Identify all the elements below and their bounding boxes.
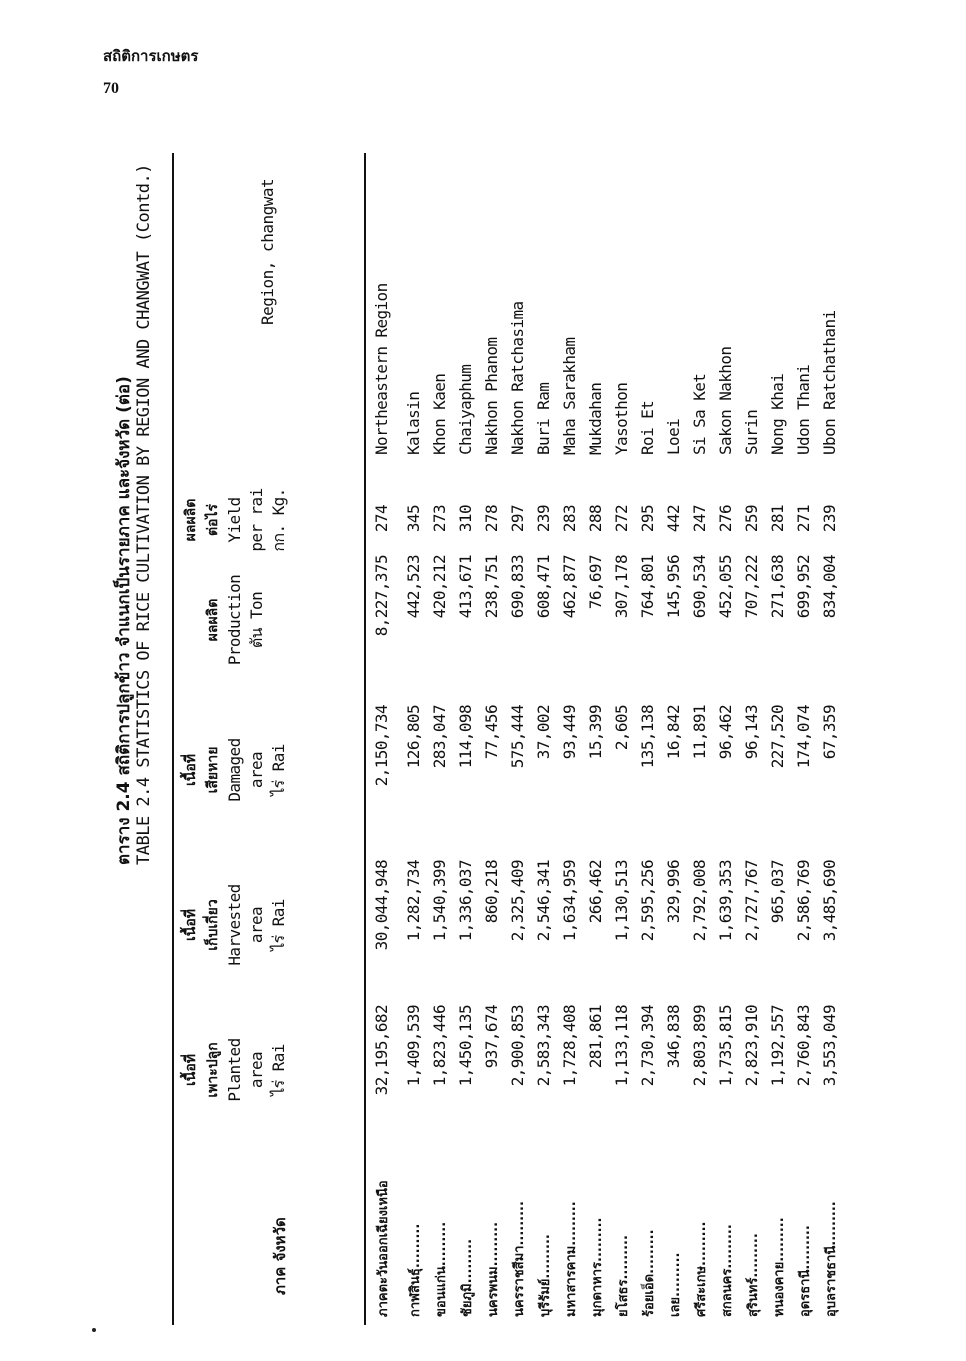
harvested-area-cell: 3,485,690 — [820, 860, 839, 942]
region-thai-cell: สกลนคร......... — [720, 1224, 735, 1317]
region-english-cell: Ubon Ratchathani — [820, 310, 839, 455]
harvested-area-cell: 965,037 — [768, 860, 787, 924]
production-cell: 307,178 — [612, 555, 631, 619]
region-thai-cell: ยโสธร......... — [616, 1235, 631, 1317]
region-thai-cell: อุดรธานี......... — [798, 1225, 813, 1317]
yield-cell: 345 — [404, 505, 423, 533]
harvested-area-cell: 1,282,734 — [404, 860, 423, 942]
header-en2: ตัน Ton — [247, 591, 266, 649]
header-region-english: Region, changwat — [258, 178, 277, 325]
stray-dot — [92, 1328, 96, 1332]
region-english-cell: Chaiyaphum — [456, 364, 475, 455]
region-thai-cell: ขอนแก่น......... — [434, 1221, 449, 1317]
table-row — [794, 85, 816, 1335]
damaged-area-cell: 77,456 — [482, 705, 501, 760]
harvested-area-cell: 1,130,513 — [612, 860, 631, 942]
header-en1: Yield — [225, 497, 244, 543]
yield-cell: 273 — [430, 505, 449, 533]
header-en2: area — [247, 751, 266, 789]
table-row — [664, 85, 686, 1335]
table-row — [586, 85, 608, 1335]
yield-cell: 259 — [742, 505, 761, 533]
yield-cell: 271 — [794, 505, 813, 533]
planted-area-cell: 1,823,446 — [430, 1005, 449, 1087]
table-row — [430, 85, 452, 1335]
region-thai-cell: เลย......... — [668, 1252, 683, 1317]
header-th2: เพาะปลูก — [205, 1042, 221, 1098]
top-rule — [172, 153, 174, 1325]
yield-cell: 442 — [664, 505, 683, 533]
table-row — [534, 85, 556, 1335]
header-en2: area — [247, 906, 266, 944]
header-th1: เนื้อที่ — [183, 754, 199, 786]
damaged-area-cell: 135,138 — [638, 705, 657, 769]
header-th2: ผลผลิต — [205, 598, 221, 642]
header-th1: เนื้อที่ — [183, 1054, 199, 1086]
header-harvested — [180, 860, 290, 990]
harvested-area-cell: 329,996 — [664, 860, 683, 924]
planted-area-cell: 1,133,118 — [612, 1005, 631, 1087]
table-row — [612, 85, 634, 1335]
yield-cell: 295 — [638, 505, 657, 533]
header-en2: area — [247, 1051, 266, 1089]
planted-area-cell: 2,823,910 — [742, 1005, 761, 1087]
table-row — [820, 85, 842, 1335]
damaged-area-cell: 16,842 — [664, 705, 683, 760]
production-cell: 420,212 — [430, 555, 449, 619]
region-english-cell: Yasothon — [612, 382, 631, 455]
production-cell: 690,833 — [508, 555, 527, 619]
header-en1: Production — [225, 574, 244, 666]
production-cell: 834,004 — [820, 555, 839, 619]
damaged-area-cell: 227,520 — [768, 705, 787, 769]
production-cell: 145,956 — [664, 555, 683, 619]
harvested-area-cell: 2,325,409 — [508, 860, 527, 942]
damaged-area-cell: 37,002 — [534, 705, 553, 760]
damaged-area-cell: 67,359 — [820, 705, 839, 760]
production-cell: 8,227,375 — [372, 555, 391, 637]
production-cell: 442,523 — [404, 555, 423, 619]
harvested-area-cell: 1,639,353 — [716, 860, 735, 942]
planted-area-cell: 937,674 — [482, 1005, 501, 1069]
harvested-area-cell: 2,546,341 — [534, 860, 553, 942]
region-thai-cell: ชัยภูมิ......... — [460, 1238, 475, 1317]
harvested-area-cell: 2,727,767 — [742, 860, 761, 942]
header-th2: ต่อไร่ — [205, 503, 221, 537]
rotated-table-page — [110, 85, 870, 1335]
table-row — [456, 85, 478, 1335]
header-planted — [180, 1005, 290, 1135]
header-en1: Harvested — [225, 884, 244, 966]
planted-area-cell: 1,409,539 — [404, 1005, 423, 1087]
production-cell: 76,697 — [586, 555, 605, 610]
region-english-cell: Nakhon Phanom — [482, 337, 501, 455]
table-title-thai: ตาราง 2.4 สถิติการปลูกข้าว จำแนกเป็นรายภาค และจังหวัด (ต่อ) — [114, 376, 134, 865]
planted-area-cell: 3,553,049 — [820, 1005, 839, 1087]
region-thai-cell: ภาคตะวันออกเฉียงเหนือ — [376, 1180, 391, 1317]
planted-area-cell: 1,728,408 — [560, 1005, 579, 1087]
region-english-cell: Maha Sarakham — [560, 337, 579, 455]
header-unit: กก. Kg. — [269, 488, 288, 552]
damaged-area-cell: 2,150,734 — [372, 705, 391, 787]
region-english-cell: Sakon Nakhon — [716, 346, 735, 455]
header-yield — [180, 475, 290, 565]
header-unit: ไร่ Rai — [269, 1044, 288, 1096]
region-english-cell: Surin — [742, 409, 761, 455]
running-head: สถิติการเกษตร — [103, 47, 199, 65]
production-cell: 413,671 — [456, 555, 475, 619]
table-row — [372, 85, 394, 1335]
production-cell: 764,801 — [638, 555, 657, 619]
harvested-area-cell: 2,595,256 — [638, 860, 657, 942]
yield-cell: 283 — [560, 505, 579, 533]
damaged-area-cell: 2,605 — [612, 705, 631, 751]
yield-cell: 274 — [372, 505, 391, 533]
planted-area-cell: 2,900,853 — [508, 1005, 527, 1087]
production-cell: 271,638 — [768, 555, 787, 619]
production-cell: 238,751 — [482, 555, 501, 619]
production-cell: 699,952 — [794, 555, 813, 619]
table-row — [742, 85, 764, 1335]
yield-cell: 272 — [612, 505, 631, 533]
region-english-cell: Si Sa Ket — [690, 373, 709, 455]
planted-area-cell: 2,803,899 — [690, 1005, 709, 1087]
planted-area-cell: 281,861 — [586, 1005, 605, 1069]
region-english-cell: Nakhon Ratchasima — [508, 301, 527, 455]
planted-area-cell: 2,730,394 — [638, 1005, 657, 1087]
region-english-cell: Roi Et — [638, 400, 657, 455]
damaged-area-cell: 126,805 — [404, 705, 423, 769]
damaged-area-cell: 575,444 — [508, 705, 527, 769]
header-th2: เสียหาย — [205, 746, 221, 794]
production-cell: 608,471 — [534, 555, 553, 619]
yield-cell: 281 — [768, 505, 787, 533]
planted-area-cell: 32,195,682 — [372, 1005, 391, 1096]
table-title-english: TABLE 2.4 STATISTICS OF RICE CULTIVATION BY REGION AND CHANGWAT (Contd.) — [134, 164, 154, 865]
region-thai-cell: อุบลราชธานี......... — [824, 1201, 839, 1317]
table-row — [716, 85, 738, 1335]
header-rule — [364, 153, 366, 1325]
harvested-area-cell: 2,586,769 — [794, 860, 813, 942]
harvested-area-cell: 30,044,948 — [372, 860, 391, 951]
harvested-area-cell: 266,462 — [586, 860, 605, 924]
table-row — [638, 85, 660, 1335]
header-region-thai: ภาค จังหวัด — [271, 1217, 289, 1295]
region-english-cell: Northeastern Region — [372, 283, 391, 455]
page-number: 70 — [103, 80, 119, 97]
region-thai-cell: กาฬสินธุ์......... — [408, 1223, 423, 1317]
planted-area-cell: 2,583,343 — [534, 1005, 553, 1087]
harvested-area-cell: 2,792,008 — [690, 860, 709, 942]
region-thai-cell: สุรินทร์......... — [746, 1233, 761, 1317]
harvested-area-cell: 1,634,959 — [560, 860, 579, 942]
planted-area-cell: 346,838 — [664, 1005, 683, 1069]
production-cell: 452,055 — [716, 555, 735, 619]
damaged-area-cell: 93,449 — [560, 705, 579, 760]
header-th2: เก็บเกี่ยว — [205, 899, 221, 951]
harvested-area-cell: 860,218 — [482, 860, 501, 924]
yield-cell: 297 — [508, 505, 527, 533]
table-row — [482, 85, 504, 1335]
region-thai-cell: มหาสารคาม......... — [564, 1201, 579, 1317]
planted-area-cell: 2,760,843 — [794, 1005, 813, 1087]
damaged-area-cell: 96,462 — [716, 705, 735, 760]
planted-area-cell: 1,450,135 — [456, 1005, 475, 1087]
damaged-area-cell: 96,143 — [742, 705, 761, 760]
table-row — [690, 85, 712, 1335]
region-english-cell: Nong Khai — [768, 373, 787, 455]
yield-cell: 239 — [534, 505, 553, 533]
region-thai-cell: บุรีรัมย์......... — [538, 1234, 553, 1317]
region-english-cell: Loei — [664, 418, 683, 455]
header-en2: per rai — [247, 488, 266, 552]
damaged-area-cell: 174,074 — [794, 705, 813, 769]
production-cell: 707,222 — [742, 555, 761, 619]
yield-cell: 310 — [456, 505, 475, 533]
region-thai-cell: นครราชสีมา......... — [512, 1201, 527, 1317]
damaged-area-cell: 114,098 — [456, 705, 475, 769]
yield-cell: 247 — [690, 505, 709, 533]
table-row — [560, 85, 582, 1335]
region-thai-cell: ร้อยเอ็ด......... — [642, 1229, 657, 1317]
header-th1: ผลผลิต — [183, 498, 199, 542]
planted-area-cell: 1,735,815 — [716, 1005, 735, 1087]
header-unit: ไร่ Rai — [269, 744, 288, 796]
harvested-area-cell: 1,336,037 — [456, 860, 475, 942]
header-damaged — [180, 705, 290, 835]
planted-area-cell: 1,192,557 — [768, 1005, 787, 1087]
header-en1: Damaged — [225, 738, 244, 802]
region-thai-cell: หนองคาย......... — [772, 1217, 787, 1317]
region-english-cell: Mukdahan — [586, 382, 605, 455]
production-cell: 462,877 — [560, 555, 579, 619]
table-row — [508, 85, 530, 1335]
yield-cell: 276 — [716, 505, 735, 533]
region-english-cell: Khon Kaen — [430, 373, 449, 455]
table-row — [404, 85, 426, 1335]
production-cell: 690,534 — [690, 555, 709, 619]
damaged-area-cell: 15,399 — [586, 705, 605, 760]
header-unit: ไร่ Rai — [269, 899, 288, 951]
region-thai-cell: มุกดาหาร......... — [590, 1217, 605, 1317]
region-english-cell: Kalasin — [404, 391, 423, 455]
damaged-area-cell: 11,891 — [690, 705, 709, 760]
yield-cell: 288 — [586, 505, 605, 533]
yield-cell: 239 — [820, 505, 839, 533]
header-production — [202, 555, 268, 685]
yield-cell: 278 — [482, 505, 501, 533]
region-thai-cell: ศรีสะเกษ......... — [694, 1221, 709, 1317]
table-row — [768, 85, 790, 1335]
header-th1: เนื้อที่ — [183, 909, 199, 941]
harvested-area-cell: 1,540,399 — [430, 860, 449, 942]
region-english-cell: Udon Thani — [794, 364, 813, 455]
damaged-area-cell: 283,047 — [430, 705, 449, 769]
region-english-cell: Buri Ram — [534, 382, 553, 455]
header-en1: Planted — [225, 1038, 244, 1102]
region-thai-cell: นครพนม......... — [486, 1221, 501, 1317]
